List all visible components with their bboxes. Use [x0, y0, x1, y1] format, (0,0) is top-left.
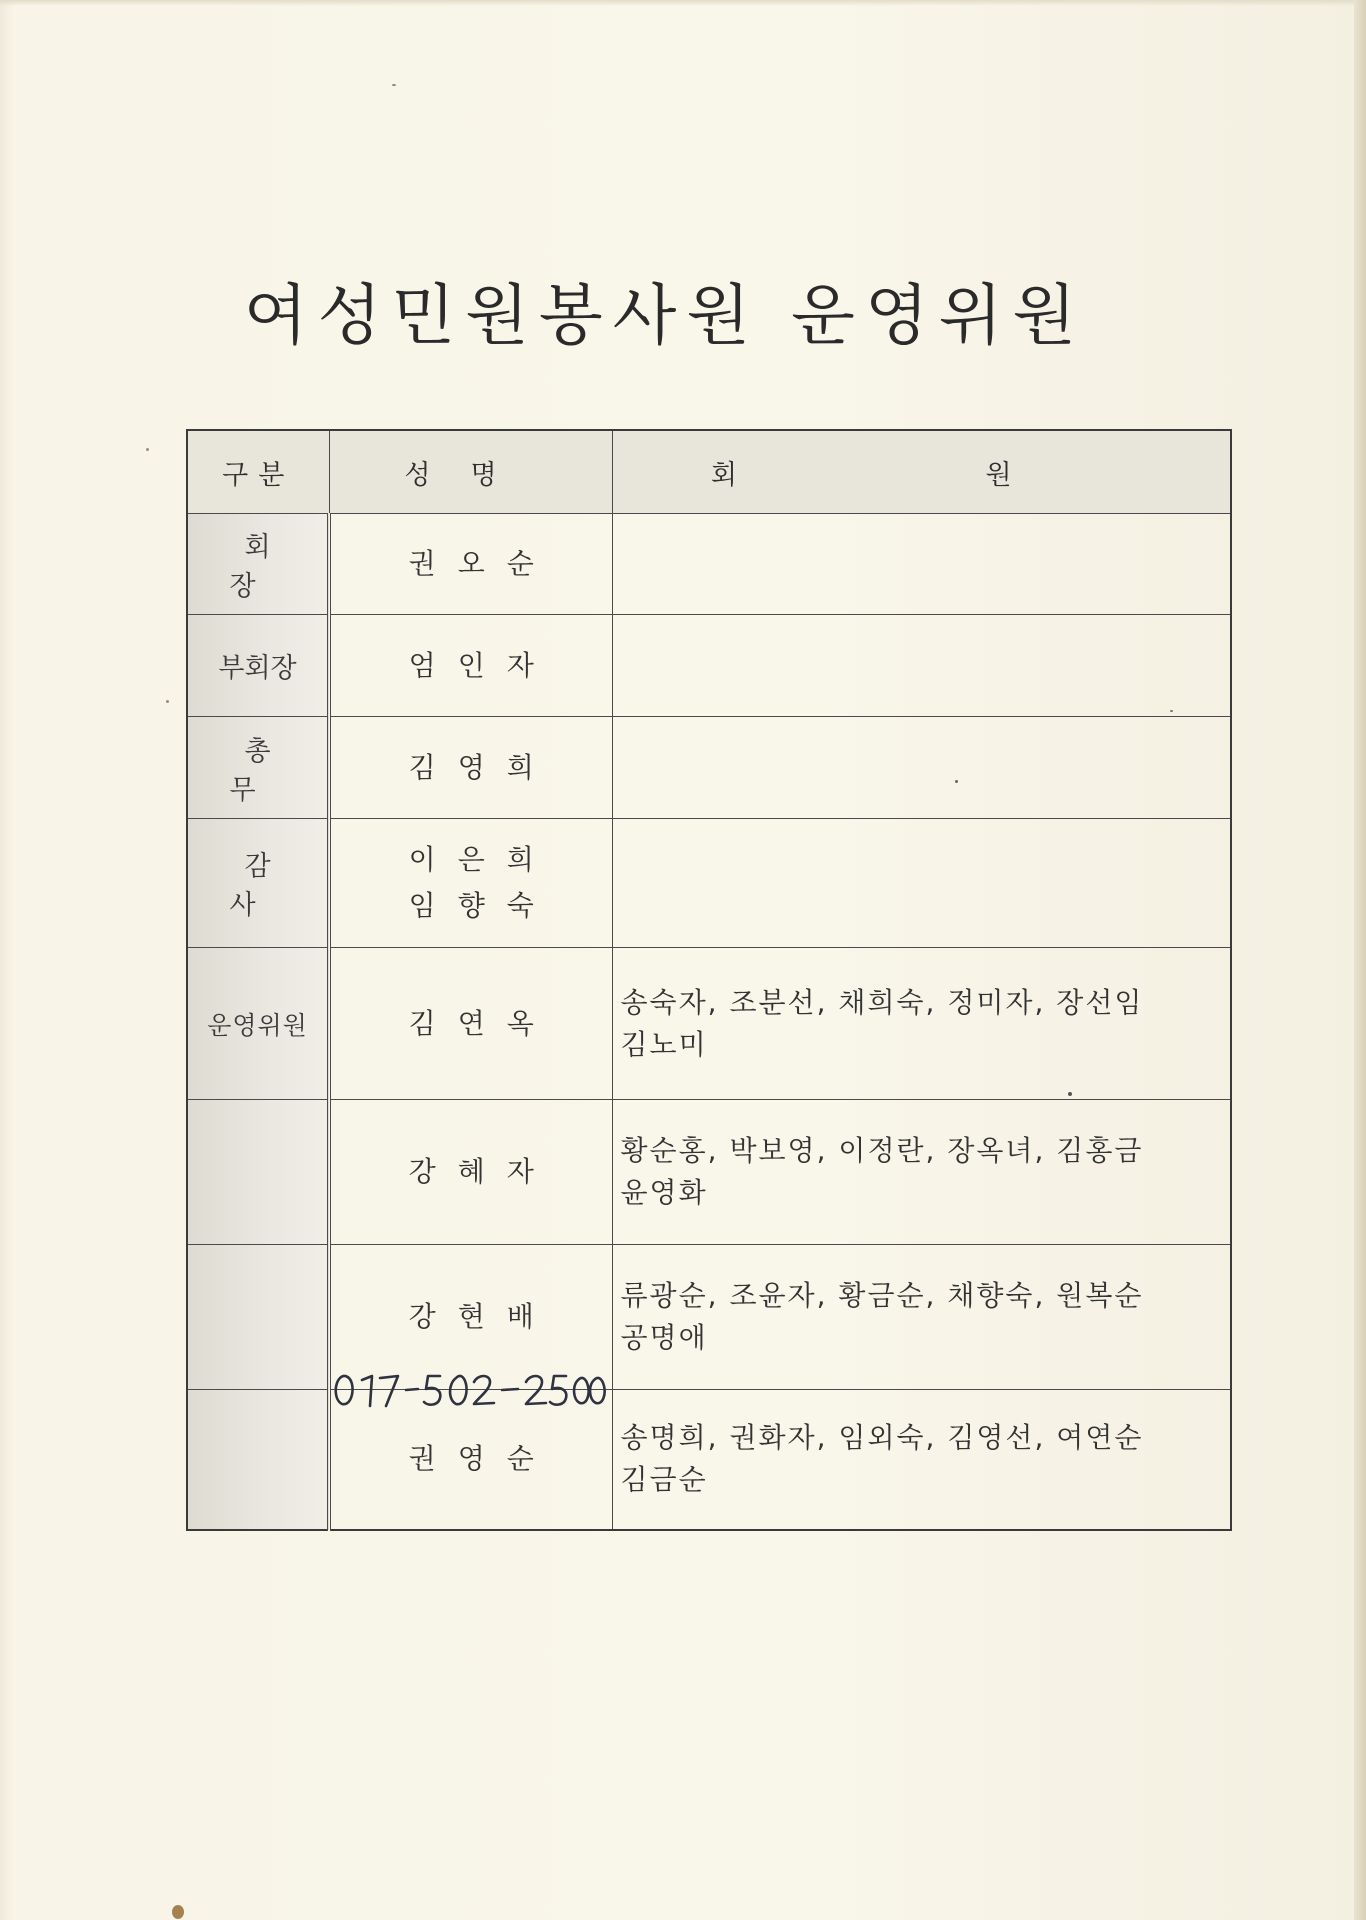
- member-list-line: 김금순: [620, 1463, 708, 1497]
- table-row: [187, 717, 1231, 819]
- members-cell: [612, 1390, 1231, 1530]
- table-row: [187, 615, 1231, 717]
- category-cell: 부회장: [187, 615, 329, 717]
- paper-speck: [1170, 710, 1173, 712]
- members-cell: [612, 1245, 1231, 1390]
- member-list-line: 류광순, 조윤자, 황금순, 채향숙, 원복순: [620, 1279, 1144, 1312]
- category-cell: [187, 1245, 329, 1390]
- category-cell: 총 무: [187, 717, 329, 819]
- member-list-line: 황순홍, 박보영, 이정란, 장옥녀, 김홍금: [620, 1134, 1144, 1167]
- category-cell: 감 사: [187, 819, 329, 948]
- table-row: [187, 819, 1231, 948]
- person-name: 권영순: [408, 1442, 556, 1476]
- members-cell: [612, 948, 1231, 1100]
- name-cell: [329, 948, 612, 1100]
- category-cell: 운영위원: [187, 948, 329, 1100]
- person-name: 강현배: [408, 1300, 556, 1333]
- category-cell: [187, 1100, 329, 1245]
- paper-speck: [166, 700, 169, 703]
- paper-speck: [955, 780, 958, 783]
- table-row: [187, 948, 1231, 1100]
- person-name: 엄인자: [408, 648, 556, 682]
- member-list-line: 송숙자, 조분선, 채희숙, 정미자, 장선임: [620, 985, 1144, 1019]
- paper-speck: [392, 84, 396, 86]
- name-cell: [329, 514, 612, 615]
- name-cell: [329, 819, 612, 948]
- name-cell: [329, 1100, 612, 1245]
- members-cell: [612, 819, 1231, 948]
- document-title: 여성민원봉사원 운영위원: [243, 277, 1087, 354]
- members-cell: [612, 717, 1231, 819]
- handwritten-phone-note: [332, 1356, 612, 1416]
- table-row: [187, 514, 1231, 615]
- name-cell: [329, 615, 612, 717]
- person-name: 이은희: [408, 843, 556, 876]
- person-name: 강혜자: [408, 1155, 556, 1188]
- person-name: 권오순: [408, 547, 556, 580]
- member-list-line: 공명애: [620, 1321, 708, 1354]
- table-header-row: [187, 430, 1231, 514]
- members-cell: [612, 514, 1231, 615]
- paper-speck: [146, 448, 149, 451]
- members-cell: [612, 1100, 1231, 1245]
- members-cell: [612, 615, 1231, 717]
- table-row: [187, 1100, 1231, 1245]
- name-cell: [329, 717, 612, 819]
- header-category: 구분: [187, 430, 329, 514]
- category-cell: [187, 1390, 329, 1530]
- header-name: 성명: [329, 430, 612, 514]
- member-list-line: 김노미: [620, 1027, 708, 1061]
- member-list-line: 윤영화: [620, 1176, 708, 1209]
- person-name: 김영희: [408, 750, 556, 784]
- person-name: 임향숙: [408, 889, 556, 922]
- person-name: 김연옥: [408, 1006, 556, 1040]
- header-members: 회 원: [612, 430, 1231, 514]
- category-cell: 회 장: [187, 514, 329, 615]
- paper-speck: [1068, 1092, 1072, 1096]
- paper-speck: [172, 1905, 184, 1919]
- paper-top-edge: [0, 0, 1366, 6]
- member-list-line: 송명희, 권화자, 임외숙, 김영선, 여연순: [620, 1421, 1144, 1455]
